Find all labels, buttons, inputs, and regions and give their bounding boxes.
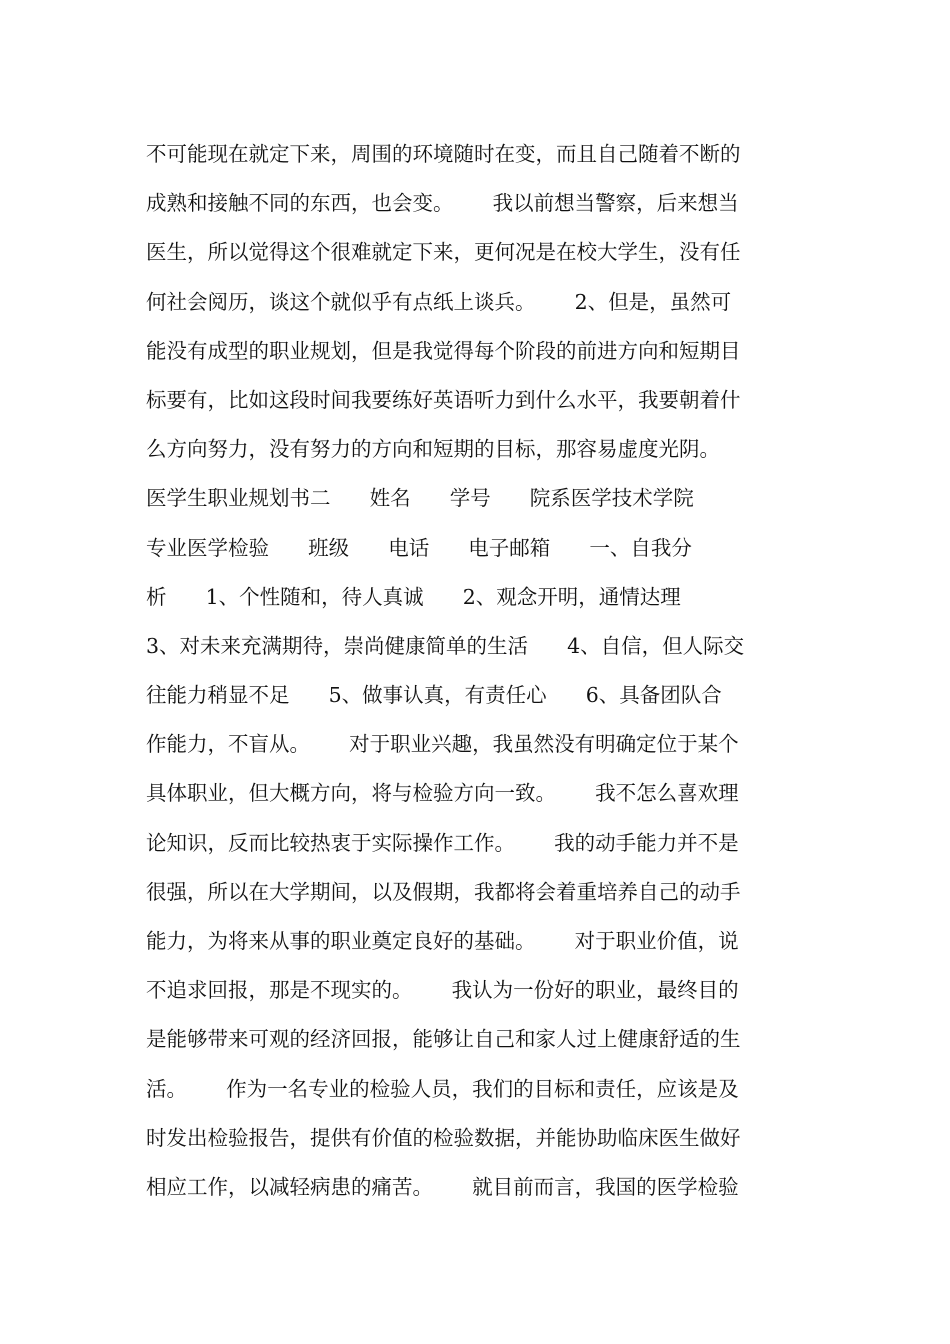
- text-line: 么方向努力，没有努力的方向和短期的目标，那容易虚度光阴。: [146, 437, 720, 462]
- text-line: 成熟和接触不同的东西，也会变。 我以前想当警察，后来想当: [146, 191, 739, 216]
- text-line: 能没有成型的职业规划，但是我觉得每个阶段的前进方向和短期目: [146, 338, 741, 363]
- text-line: 能力，为将来从事的职业奠定良好的基础。 对于职业价值，说: [146, 929, 739, 953]
- text-line: 论知识，反而比较热衷于实际操作工作。 我的动手能力并不是: [146, 830, 739, 855]
- text-line: 不追求回报，那是不现实的。 我认为一份好的职业，最终目的: [146, 978, 739, 1003]
- text-line: 具体职业，但大概方向，将与检验方向一致。 我不怎么喜欢理: [146, 781, 739, 806]
- text-line: 标要有，比如这段时间我要练好英语听力到什么水平，我要朝着什: [146, 387, 741, 412]
- text-line: 活。 作为一名专业的检验人员，我们的目标和责任，应该是及: [146, 1076, 739, 1101]
- text-line: 相应工作，以减轻病患的痛苦。 就目前而言，我国的医学检验: [146, 1174, 739, 1199]
- text-line: 很强，所以在大学期间，以及假期，我都将会着重培养自己的动手: [146, 879, 741, 904]
- text-line: 专业医学检验 班级 电话 电子邮箱 一、自我分: [146, 535, 692, 560]
- text-line: 作能力，不盲从。 对于职业兴趣，我虽然没有明确定位于某个: [146, 732, 739, 757]
- body-text: [146, 130, 816, 1212]
- text-line: 医生，所以觉得这个很难就定下来，更何况是在校大学生，没有任: [146, 240, 741, 265]
- text-line: 3、对未来充满期待，崇尚健康简单的生活 4、自信，但人际交: [146, 633, 745, 658]
- text-line: 析 1、个性随和，待人真诚 2、观念开明，通情达理: [146, 584, 681, 609]
- text-line: 时发出检验报告，提供有价值的检验数据，并能协助临床医生做好: [146, 1125, 741, 1150]
- text-line: 不可能现在就定下来，周围的环境随时在变，而且自己随着不断的: [146, 142, 741, 166]
- text-line: 是能够带来可观的经济回报，能够让自己和家人过上健康舒适的生: [146, 1027, 741, 1052]
- text-line: 往能力稍显不足 5、做事认真，有责任心 6、具备团队合: [146, 683, 722, 708]
- text-line: 何社会阅历，谈这个就似乎有点纸上谈兵。 2、但是，虽然可: [146, 289, 732, 314]
- text-line: 医学生职业规划书二 姓名 学号 院系医学技术学院: [146, 486, 694, 511]
